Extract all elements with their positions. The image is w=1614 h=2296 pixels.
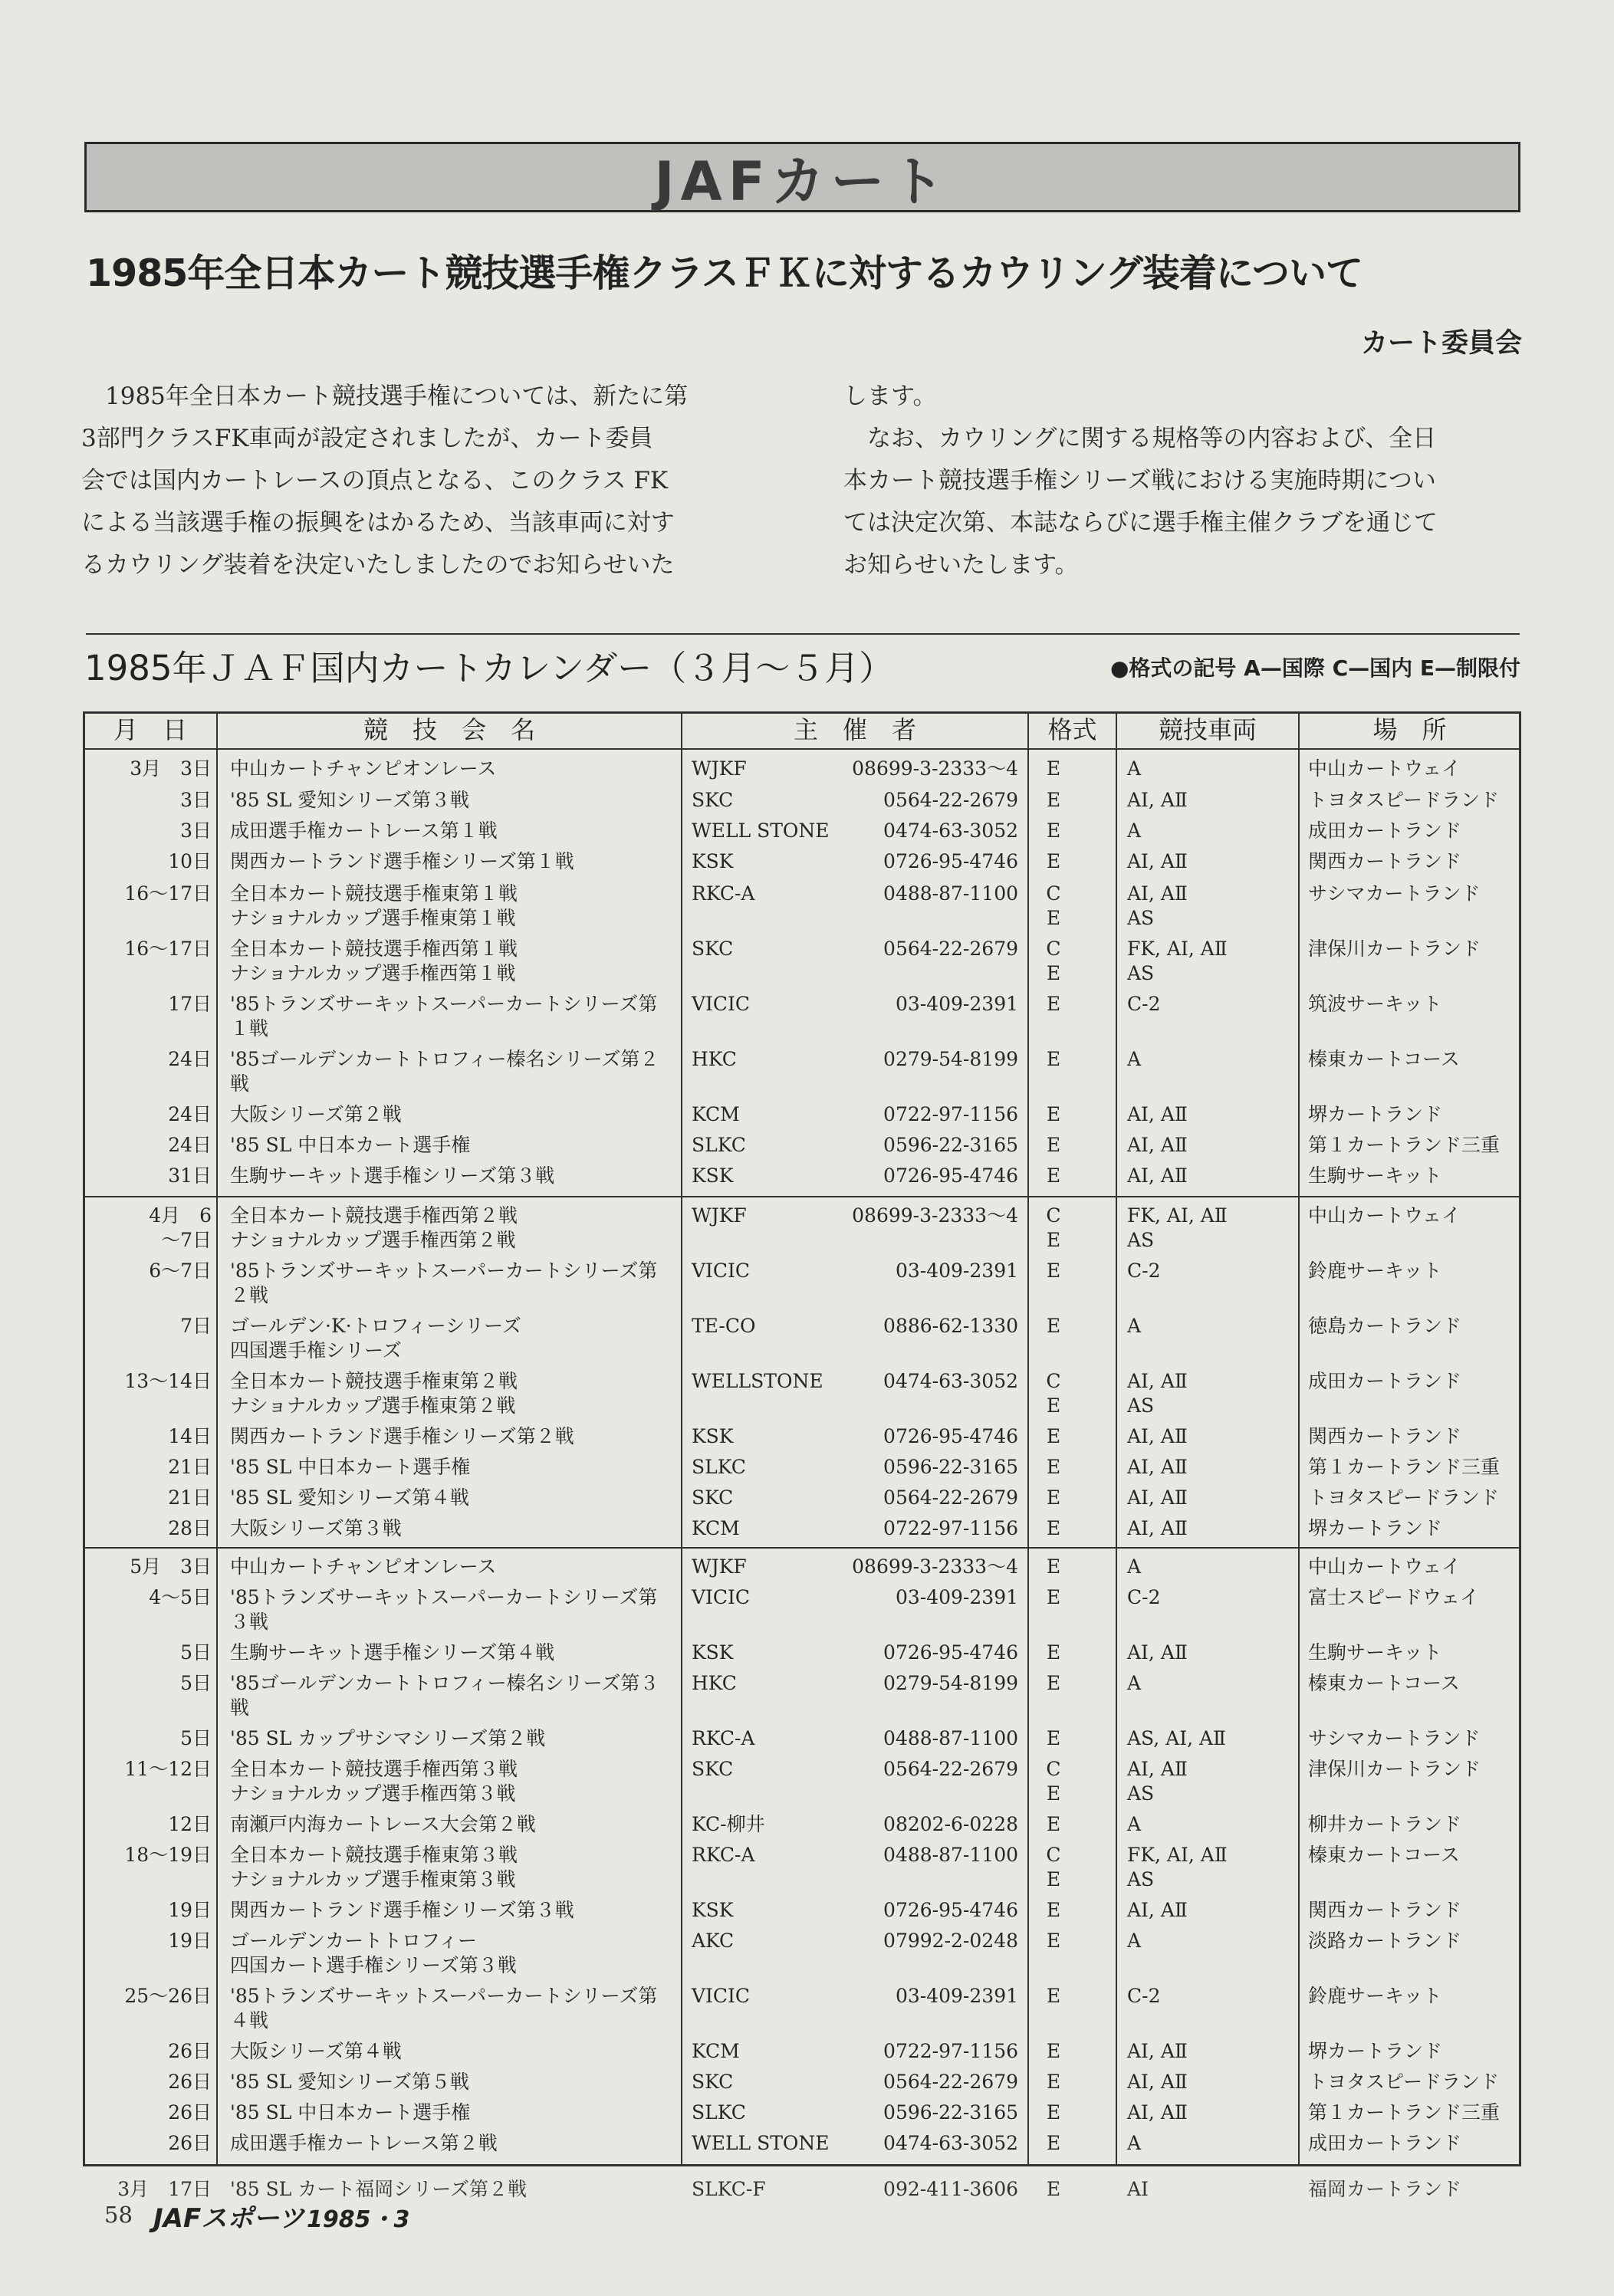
event-venue: 第１カートランド三重 [1308,2101,1501,2124]
event-date: 14日 [168,1425,212,1447]
event-name: ゴールデンカートトロフィー 四国カート選手権シリーズ第３戦 [230,1930,517,1976]
header-format: 格式 [1047,715,1097,744]
event-date: 5月 3日 [130,1555,212,1578]
article-body-column-1: 1985年全日本カート競技選手権については、新たに第 3部門クラスFK車両が設定されましたが、カート委員 会では国内カートレースの頂点となる、このクラス FK による当該選手権の振興をはかるため、当該車両に対す るカウリング装着を決定いたしましたのでお知らせいた [81,383,689,579]
event-organizer: VICIC [692,1985,751,2007]
event-name: '85 SL 愛知シリーズ第３戦 [230,789,470,811]
event-vehicle: AⅠ, AⅡ [1127,1899,1188,1921]
format-legend: ●格式の記号 A—国際 C—国内 E—制限付 [1109,655,1520,681]
event-venue: 成田カートランド [1308,820,1462,842]
event-name: 中山カートチャンピオンレース [230,757,497,780]
event-date: 24日 [168,1103,212,1125]
event-phone: 0474-63-3052 [883,1370,1018,1392]
event-date: 5日 [180,1641,212,1664]
magazine-logo: JAFスポーツ [153,2203,304,2234]
event-format: E [1046,1672,1061,1694]
event-organizer: KSK [692,1164,734,1187]
column-divider [1116,711,1117,2166]
event-format: E [1046,993,1061,1015]
event-format: E [1046,1586,1061,1608]
event-vehicle: A [1127,1930,1142,1952]
column-divider [1027,711,1029,2166]
event-venue: 堺カートランド [1308,2040,1443,2062]
event-venue: 第１カートランド三重 [1308,1134,1501,1156]
event-date: 11～12日 [124,1758,212,1780]
event-phone: 08699-3-2333～4 [852,1555,1018,1578]
article-author: カート委員会 [1360,328,1522,359]
event-venue: 鈴鹿サーキット [1308,1985,1442,2007]
event-organizer: KC-柳井 [692,1813,765,1835]
event-name: 大阪シリーズ第４戦 [230,2040,402,2062]
event-name: 全日本カート競技選手権東第２戦 ナショナルカップ選手権東第２戦 [230,1370,518,1417]
event-venue: 成田カートランド [1308,1370,1462,1392]
event-vehicle: C-2 [1127,993,1161,1015]
event-date: 26日 [168,2071,212,2093]
event-format: E [1046,789,1061,811]
event-phone: 03-409-2391 [895,1985,1018,2007]
event-date: 21日 [168,1456,212,1478]
event-name: 関西カートランド選手権シリーズ第３戦 [230,1899,574,1921]
event-name: '85ゴールデンカートトロフィー榛名シリーズ第３ 戦 [230,1672,659,1719]
event-phone: 0279-54-8199 [883,1672,1018,1694]
column-divider [681,711,682,2166]
event-vehicle: AⅠ, AⅡ AS [1127,882,1188,929]
event-date: 21日 [168,1486,212,1509]
event-vehicle: AⅠ, AⅡ [1127,1456,1188,1478]
event-date: 12日 [168,1813,212,1835]
event-phone: 03-409-2391 [895,993,1018,1015]
event-organizer: KSK [692,850,734,872]
event-vehicle: AⅠ, AⅡ AS [1127,1758,1188,1805]
event-format: E [1046,2101,1061,2124]
event-phone: 0722-97-1156 [883,1103,1018,1125]
event-vehicle: AⅠ, AⅡ [1127,2040,1188,2062]
event-venue: 堺カートランド [1308,1103,1443,1125]
event-name: 関西カートランド選手権シリーズ第２戦 [230,1425,574,1447]
section-banner-title: JAFカート [654,149,951,213]
event-organizer: KSK [692,1425,734,1447]
event-date: 28日 [168,1517,212,1539]
event-vehicle: A [1127,2132,1142,2154]
event-vehicle: AⅠ, AⅡ [1127,1486,1188,1509]
event-venue: トヨタスピードランド [1308,789,1500,811]
event-format: E [1046,1456,1061,1478]
event-format: E [1046,1048,1061,1070]
event-venue: 中山カートウェイ [1308,757,1461,780]
event-vehicle: A [1127,1555,1142,1578]
page-number: 58 [104,2202,133,2228]
event-phone: 0488-87-1100 [883,1844,1018,1866]
event-format: E [1046,1641,1061,1664]
event-organizer: WELLSTONE [692,1370,823,1392]
event-organizer: WJKF [692,1555,747,1578]
event-vehicle: C-2 [1127,1260,1161,1282]
event-format: E [1046,1727,1061,1749]
event-date: 24日 [168,1134,212,1156]
event-organizer: RKC-A [692,1844,755,1866]
event-venue: 津保川カートランド [1308,938,1481,960]
event-phone: 0564-22-2679 [883,1486,1018,1509]
event-format: E [1046,1813,1061,1835]
event-phone: 03-409-2391 [895,1586,1018,1608]
event-vehicle: A [1127,820,1142,842]
event-organizer: KSK [692,1641,734,1664]
header-event-name: 競 技 会 名 [363,715,535,744]
article-headline: 1985年全日本カート競技選手権クラスＦＫに対するカウリング装着について [86,251,1363,295]
event-venue: 第１カートランド三重 [1308,1456,1501,1478]
event-vehicle: AⅠ, AⅡ [1127,789,1188,811]
event-date: 16～17日 [124,882,212,905]
event-venue: サシマカートランド [1308,882,1481,905]
event-name: '85 SL 中日本カート選手権 [230,2101,471,2124]
event-date: 13～14日 [124,1370,212,1392]
month-divider-may [83,1547,1521,1549]
event-organizer: RKC-A [692,882,755,905]
event-phone: 0726-95-4746 [883,850,1018,872]
header-organizer: 主 催 者 [793,715,916,744]
header-venue: 場 所 [1372,715,1447,744]
event-vehicle: FK, AⅠ, AⅡ AS [1127,1844,1228,1890]
event-venue: 筑波サーキット [1308,993,1442,1015]
event-phone: 0726-95-4746 [883,1164,1018,1187]
event-phone: 0596-22-3165 [883,2101,1018,2124]
event-phone: 0564-22-2679 [883,789,1018,811]
event-vehicle: A [1127,1813,1142,1835]
event-vehicle: FK, AⅠ, AⅡ AS [1127,938,1228,984]
event-vehicle: AⅠ, AⅡ AS [1127,1370,1188,1417]
event-date: 19日 [168,1899,212,1921]
event-date: 16～17日 [124,938,212,960]
event-venue: サシマカートランド [1308,1727,1481,1749]
event-name: ゴールデン·K·トロフィーシリーズ 四国選手権シリーズ [230,1315,521,1362]
event-vehicle: AⅠ, AⅡ [1127,2101,1188,2124]
event-vehicle: C-2 [1127,1985,1161,2007]
event-venue: トヨタスピードランド [1308,1486,1500,1509]
event-phone: 0279-54-8199 [883,1048,1018,1070]
event-venue: 榛東カートコース [1308,1844,1460,1866]
event-phone: 0722-97-1156 [883,2040,1018,2062]
event-format: C E [1046,1204,1061,1251]
event-name: 成田選手権カートレース第２戦 [230,2132,498,2154]
event-vehicle: A [1127,1048,1142,1070]
event-name: 全日本カート競技選手権東第１戦 ナショナルカップ選手権東第１戦 [230,882,518,929]
event-phone: 08699-3-2333～4 [852,757,1018,780]
event-date: 26日 [168,2040,212,2062]
event-name: '85ゴールデンカートトロフィー榛名シリーズ第２ 戦 [230,1048,659,1095]
event-phone: 0726-95-4746 [883,1425,1018,1447]
event-phone: 0488-87-1100 [883,882,1018,905]
event-date: 19日 [168,1930,212,1952]
event-phone: 0474-63-3052 [883,2132,1018,2154]
event-format: E [1046,850,1061,872]
event-name: '85 SL 愛知シリーズ第４戦 [230,1486,470,1509]
event-format: E [1046,1134,1061,1156]
event-format: E [1046,1103,1061,1125]
event-venue: 榛東カートコース [1308,1672,1460,1694]
event-name: '85 SL カップサシマシリーズ第２戦 [230,1727,546,1749]
event-organizer: WELL STONE [692,820,830,842]
event-date: 3日 [180,820,212,842]
event-organizer: HKC [692,1048,737,1070]
event-format: C E [1046,882,1061,929]
event-vehicle: AⅠ, AⅡ [1127,1134,1188,1156]
calendar-title: 1985年ＪＡＦ国内カートカレンダー（３月～５月） [84,648,894,688]
event-phone: 0564-22-2679 [883,938,1018,960]
event-organizer: SLKC [692,2101,746,2124]
event-phone: 092-411-3606 [883,2178,1018,2200]
event-organizer: SLKC [692,1456,746,1478]
event-date: 3日 [180,789,212,811]
event-organizer: KCM [692,2040,740,2062]
event-venue: トヨタスピードランド [1308,2071,1500,2093]
event-organizer: SKC [692,2071,734,2093]
event-venue: 榛東カートコース [1308,1048,1460,1070]
event-name: '85トランズサーキットスーパーカートシリーズ第 ２戦 [230,1260,658,1306]
event-phone: 08699-3-2333～4 [852,1204,1018,1227]
article-body-column-2: します。 なお、カウリングに関する規格等の内容および、全日 本カート競技選手権シリーズ戦における実施時期につい ては決定次第、本誌ならびに選手権主催クラブを通じて お知らせいたします。 [843,383,1438,579]
event-format: E [1046,757,1061,780]
event-phone: 0722-97-1156 [883,1517,1018,1539]
event-organizer: KCM [692,1103,740,1125]
event-phone: 0726-95-4746 [883,1641,1018,1664]
event-phone: 0596-22-3165 [883,1456,1018,1478]
event-vehicle: AⅠ [1127,2178,1149,2200]
event-venue: 関西カートランド [1308,1425,1462,1447]
event-date: 4～5日 [149,1586,212,1608]
event-venue: 徳島カートランド [1308,1315,1462,1337]
event-format: E [1046,1985,1061,2007]
event-vehicle: A [1127,1672,1142,1694]
event-vehicle: AⅠ, AⅡ [1127,850,1188,872]
event-vehicle: AⅠ, AⅡ [1127,1517,1188,1539]
event-organizer: TE-CO [692,1315,756,1337]
event-venue: 淡路カートランド [1308,1930,1462,1952]
event-organizer: KCM [692,1517,740,1539]
event-organizer: WJKF [692,1204,747,1227]
event-format: C E [1046,1758,1061,1805]
event-venue: 柳井カートランド [1308,1813,1462,1835]
event-name: 成田選手権カートレース第１戦 [230,820,498,842]
event-venue: 鈴鹿サーキット [1308,1260,1442,1282]
event-phone: 0596-22-3165 [883,1134,1018,1156]
event-name: '85 SL 中日本カート選手権 [230,1134,471,1156]
event-vehicle: A [1127,757,1142,780]
event-format: E [1046,2132,1061,2154]
event-phone: 0488-87-1100 [883,1727,1018,1749]
event-vehicle: A [1127,1315,1142,1337]
event-format: C E [1046,1844,1061,1890]
event-name: '85 SL 中日本カート選手権 [230,1456,471,1478]
event-date: 3月 3日 [130,757,212,780]
event-vehicle: AⅠ, AⅡ [1127,1103,1188,1125]
event-organizer: WELL STONE [692,2132,830,2154]
event-name: '85トランズサーキットスーパーカートシリーズ第 １戦 [230,993,658,1040]
event-date: 17日 [168,993,212,1015]
event-vehicle: AⅠ, AⅡ [1127,1425,1188,1447]
event-format: E [1046,2071,1061,2093]
event-name: 大阪シリーズ第２戦 [230,1103,402,1125]
event-date: 6～7日 [149,1260,212,1282]
event-date: 5日 [180,1672,212,1694]
event-venue: 成田カートランド [1308,2132,1462,2154]
event-venue: 関西カートランド [1308,1899,1462,1921]
event-vehicle: AⅠ, AⅡ [1127,1641,1188,1664]
event-name: '85 SL カート福岡シリーズ第２戦 [230,2178,528,2200]
event-date: 18～19日 [124,1844,212,1866]
event-format: E [1046,2178,1061,2200]
event-venue: 中山カートウェイ [1308,1555,1461,1578]
event-vehicle: C-2 [1127,1586,1161,1608]
event-phone: 07992-2-0248 [883,1930,1018,1952]
event-organizer: SLKC [692,1134,746,1156]
event-organizer: VICIC [692,1586,751,1608]
event-venue: 堺カートランド [1308,1517,1443,1539]
event-date: 4月 6 ～7日 [149,1204,212,1251]
event-vehicle: FK, AⅠ, AⅡ AS [1127,1204,1228,1251]
event-date: 3月 17日 [117,2178,212,2200]
event-format: E [1046,1260,1061,1282]
event-name: 大阪シリーズ第３戦 [230,1517,402,1539]
event-date: 26日 [168,2132,212,2154]
event-vehicle: AⅠ, AⅡ [1127,1164,1188,1187]
event-name: 全日本カート競技選手権東第３戦 ナショナルカップ選手権東第３戦 [230,1844,518,1890]
event-date: 10日 [168,850,212,872]
event-venue: 関西カートランド [1308,850,1462,872]
event-format: E [1046,2040,1061,2062]
event-format: E [1046,1486,1061,1509]
event-date: 7日 [180,1315,212,1337]
header-date: 月 日 [113,715,187,744]
event-format: E [1046,1517,1061,1539]
event-format: E [1046,820,1061,842]
event-name: 生駒サーキット選手権シリーズ第３戦 [230,1164,555,1187]
event-date: 25～26日 [124,1985,212,2007]
event-format: C E [1046,1370,1061,1417]
event-venue: 中山カートウェイ [1308,1204,1461,1227]
column-divider [216,711,218,2166]
event-format: E [1046,1164,1061,1187]
event-name: 全日本カート競技選手権西第３戦 ナショナルカップ選手権西第３戦 [230,1758,518,1805]
event-organizer: SKC [692,1486,734,1509]
event-date: 5日 [180,1727,212,1749]
event-name: 関西カートランド選手権シリーズ第１戦 [230,850,574,872]
event-organizer: SKC [692,789,734,811]
event-organizer: VICIC [692,1260,751,1282]
event-date: 24日 [168,1048,212,1070]
event-venue: 富士スピードウェイ [1308,1586,1480,1608]
event-name: '85トランズサーキットスーパーカートシリーズ第 ４戦 [230,1985,658,2032]
event-venue: 福岡カートランド [1308,2178,1462,2200]
event-venue: 生駒サーキット [1308,1641,1442,1664]
event-organizer: WJKF [692,757,747,780]
event-venue: 生駒サーキット [1308,1164,1442,1187]
event-name: 全日本カート競技選手権西第１戦 ナショナルカップ選手権西第１戦 [230,938,518,984]
event-phone: 0564-22-2679 [883,1758,1018,1780]
event-phone: 03-409-2391 [895,1260,1018,1282]
event-organizer: SLKC-F [692,2178,766,2200]
event-phone: 0474-63-3052 [883,820,1018,842]
event-name: 全日本カート競技選手権西第２戦 ナショナルカップ選手権西第２戦 [230,1204,518,1251]
event-date: 26日 [168,2101,212,2124]
section-divider [86,633,1520,635]
event-format: E [1046,1425,1061,1447]
header-vehicle: 競技車両 [1158,715,1257,744]
event-format: E [1046,1315,1061,1337]
month-divider-april [83,1196,1521,1197]
event-organizer: RKC-A [692,1727,755,1749]
event-organizer: KSK [692,1899,734,1921]
event-phone: 0726-95-4746 [883,1899,1018,1921]
event-name: 中山カートチャンピオンレース [230,1555,497,1578]
event-name: '85トランズサーキットスーパーカートシリーズ第 ３戦 [230,1586,658,1633]
event-organizer: AKC [692,1930,735,1952]
event-vehicle: AS, AⅠ, AⅡ [1127,1727,1227,1749]
event-organizer: SKC [692,938,734,960]
event-phone: 0886-62-1330 [883,1315,1018,1337]
issue-date: 1985・3 [307,2206,410,2233]
event-organizer: SKC [692,1758,734,1780]
event-format: C E [1046,938,1061,984]
event-phone: 0564-22-2679 [883,2071,1018,2093]
event-organizer: HKC [692,1672,737,1694]
column-divider [1298,711,1300,2166]
event-format: E [1046,1899,1061,1921]
event-name: 南瀬戸内海カートレース大会第２戦 [230,1813,536,1835]
header-divider [83,748,1521,750]
event-vehicle: AⅠ, AⅡ [1127,2071,1188,2093]
event-format: E [1046,1555,1061,1578]
event-phone: 08202-6-0228 [883,1813,1018,1835]
event-name: 生駒サーキット選手権シリーズ第４戦 [230,1641,555,1664]
event-organizer: VICIC [692,993,751,1015]
event-name: '85 SL 愛知シリーズ第５戦 [230,2071,470,2093]
event-venue: 津保川カートランド [1308,1758,1481,1780]
event-date: 31日 [168,1164,212,1187]
section-banner [84,142,1520,212]
event-format: E [1046,1930,1061,1952]
